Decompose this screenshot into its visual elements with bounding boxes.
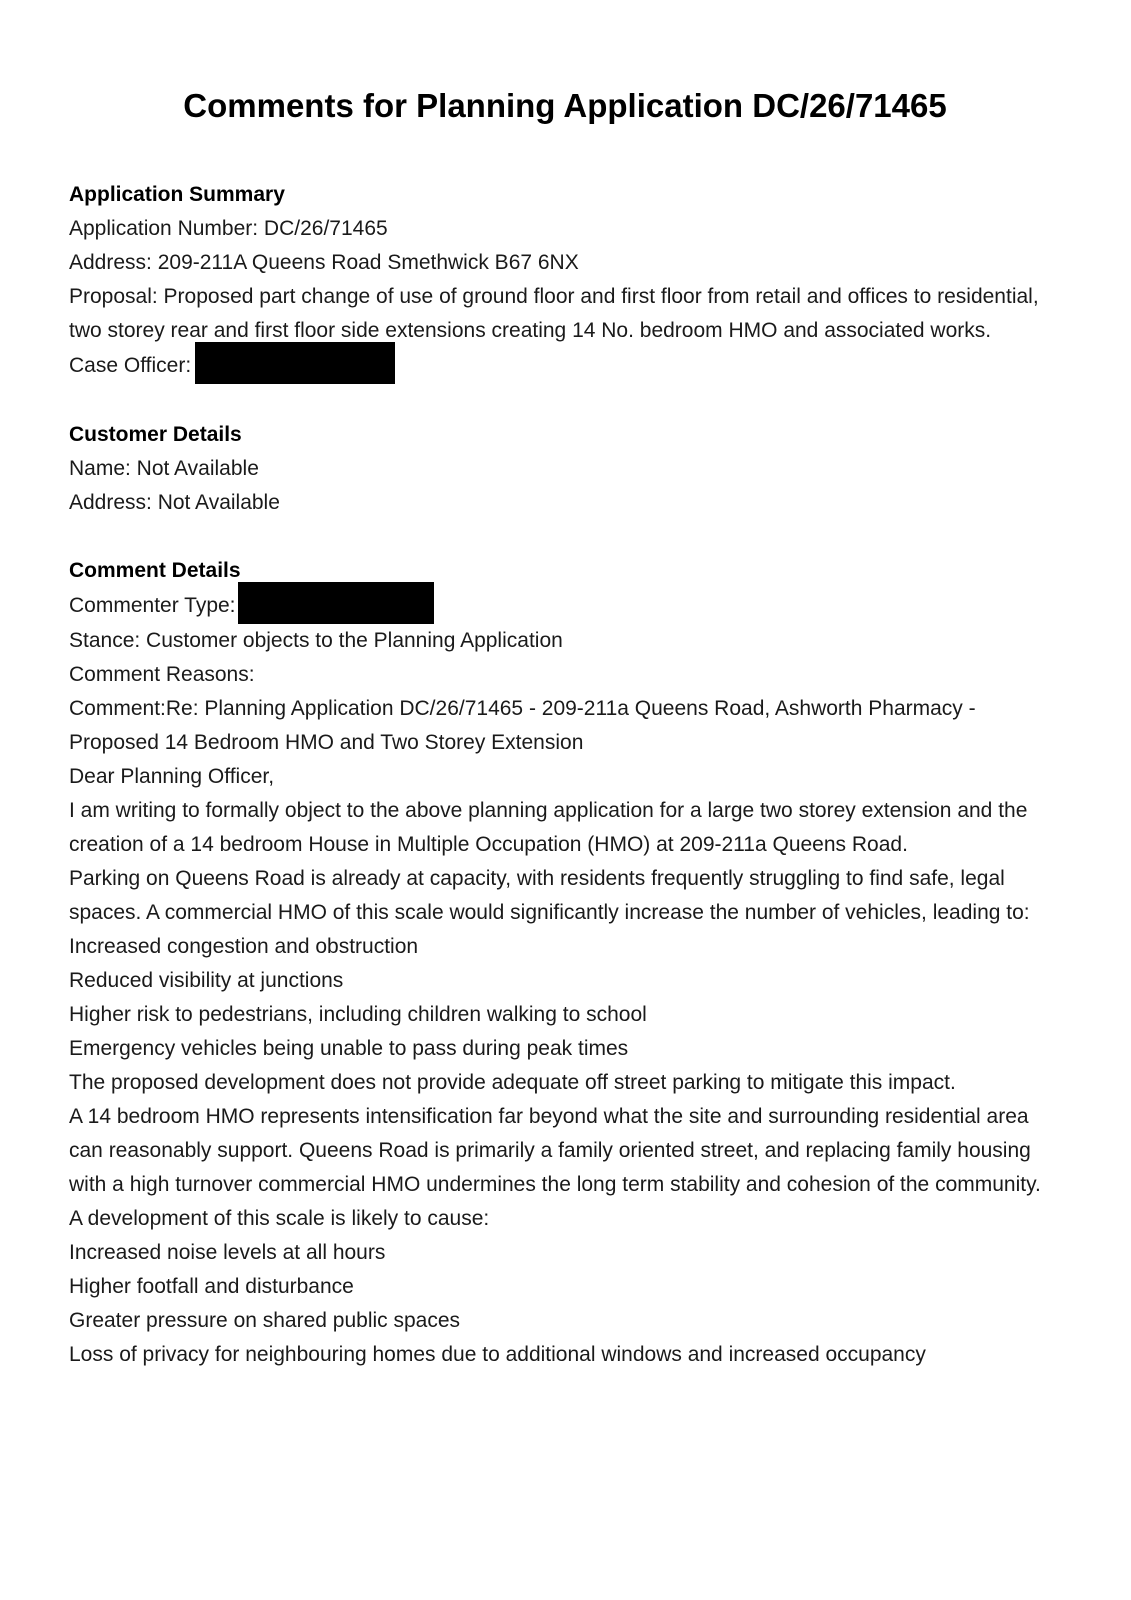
comment-intro: Comment:Re: Planning Application DC/26/71465 - 209-211a Queens Road, Ashworth Pharmacy - Proposed 14 Bedroom HMO and Two Storey Extension <box>69 697 976 754</box>
comment-details-section <box>69 554 1051 1372</box>
commenter-type-label: Commenter Type: <box>69 594 236 617</box>
document-title: Comments for Planning Application DC/26/71465 <box>183 87 947 124</box>
comment-paragraph-intensification: A 14 bedroom HMO represents intensification far beyond what the site and surrounding residential area can reasonably support. Queens Road is primarily a family oriented street, and replacing family housing with a high turnover commercial HMO undermines the long term stability and cohesion of the community. <box>69 1105 1041 1196</box>
case-officer-label: Case Officer: <box>69 354 192 377</box>
comment-paragraph-scale: A development of this scale is likely to cause: <box>69 1207 490 1230</box>
parking-point: Higher risk to pedestrians, including children walking to school <box>69 1003 647 1026</box>
comment-paragraph-parking: Parking on Queens Road is already at capacity, with residents frequently struggling to find safe, legal spaces. A commercial HMO of this scale would significantly increase the number of vehicles, leading to: <box>69 867 1030 924</box>
scale-point: Loss of privacy for neighbouring homes due to additional windows and increased occupancy <box>69 1343 926 1366</box>
customer-name: Name: Not Available <box>69 457 259 480</box>
case-officer-line <box>69 342 1051 384</box>
application-proposal: Proposal: Proposed part change of use of ground floor and first floor from retail and offices to residential, two storey rear and first floor side extensions creating 14 No. bedroom HMO and associated works. <box>69 285 1039 342</box>
comment-stance: Stance: Customer objects to the Planning Application <box>69 629 563 652</box>
application-address: Address: 209-211A Queens Road Smethwick B67 6NX <box>69 251 579 274</box>
application-number: Application Number: DC/26/71465 <box>69 217 388 240</box>
comment-salutation: Dear Planning Officer, <box>69 765 275 788</box>
comment-details-heading: Comment Details <box>69 559 241 582</box>
parking-point: Emergency vehicles being unable to pass during peak times <box>69 1037 629 1060</box>
comment-paragraph-offstreet: The proposed development does not provide adequate off street parking to mitigate this impact. <box>69 1071 956 1094</box>
application-summary-section <box>69 178 1051 384</box>
commenter-type-line <box>69 582 1051 624</box>
scale-point: Increased noise levels at all hours <box>69 1241 386 1264</box>
application-summary-heading: Application Summary <box>69 183 285 206</box>
parking-point: Reduced visibility at junctions <box>69 969 344 992</box>
comment-paragraph-objection: I am writing to formally object to the above planning application for a large two storey extension and the creation of a 14 bedroom House in Multiple Occupation (HMO) at 209-211a Queens Road. <box>69 799 1028 856</box>
parking-point: Increased congestion and obstruction <box>69 935 419 958</box>
customer-details-heading: Customer Details <box>69 423 242 446</box>
commenter-type-redaction <box>238 582 434 624</box>
customer-details-section <box>69 418 1051 520</box>
scale-point: Higher footfall and disturbance <box>69 1275 354 1298</box>
scale-point: Greater pressure on shared public spaces <box>69 1309 461 1332</box>
case-officer-redaction <box>195 342 395 384</box>
customer-address: Address: Not Available <box>69 491 280 514</box>
comment-reasons: Comment Reasons: <box>69 663 255 686</box>
